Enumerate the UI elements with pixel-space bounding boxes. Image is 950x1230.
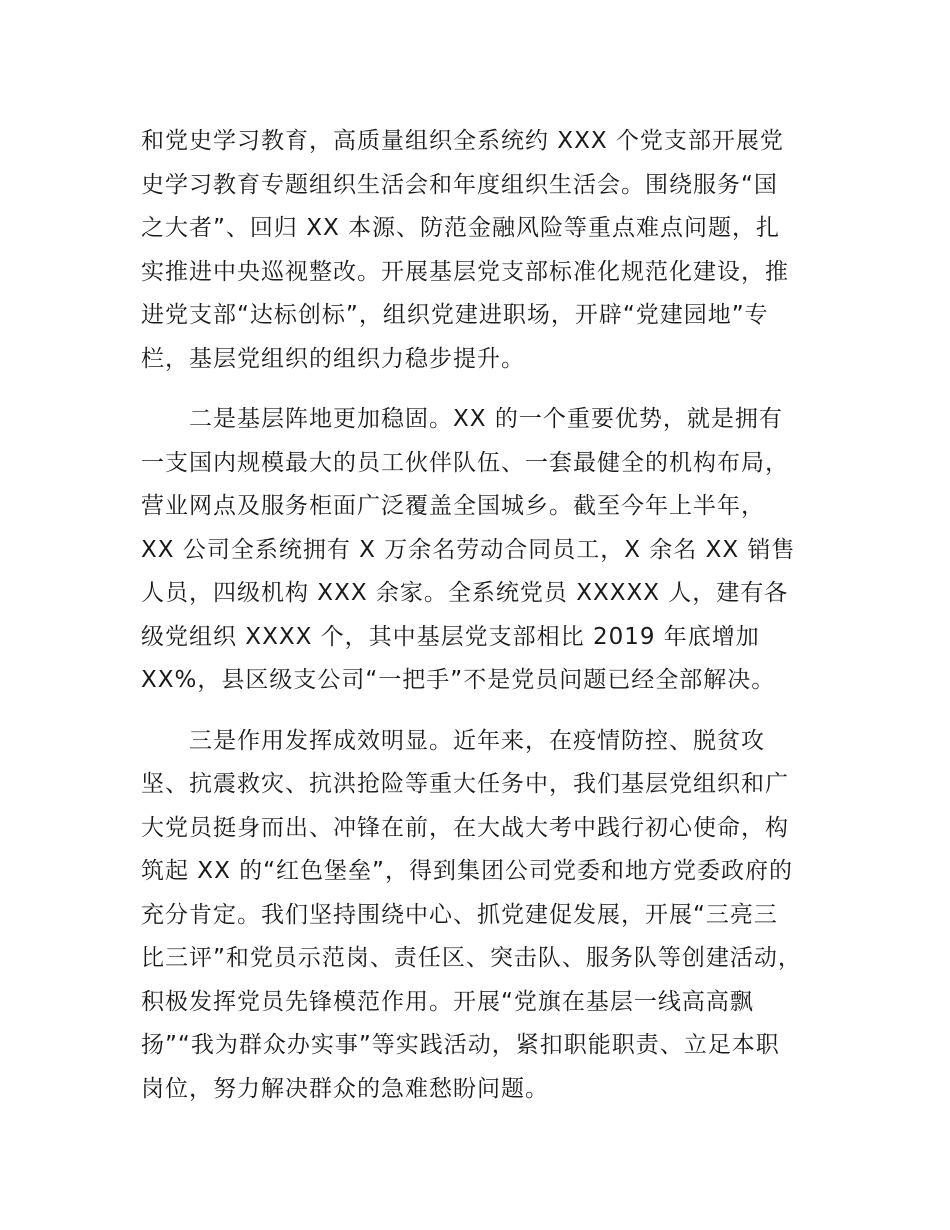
paragraph-line: 实推进中央巡视整改。开展基层党支部标准化规范化建设，推 xyxy=(141,258,789,285)
paragraph-line: 岗位，努力解决群众的急难愁盼问题。 xyxy=(141,1075,549,1102)
paragraph-line: 充分肯定。我们坚持围绕中心、抓党建促发展，开展“三亮三 xyxy=(141,901,778,928)
paragraph-line: 大党员挺身而出、冲锋在前，在大战大考中践行初心使命，构 xyxy=(141,814,789,841)
paragraph-line: 营业网点及服务柜面广泛覆盖全国城乡。截至今年上半年， xyxy=(141,493,765,519)
paragraph-line: 坚、抗震救灾、抗洪抢险等重大任务中，我们基层党组织和广 xyxy=(141,771,789,797)
paragraph-1 xyxy=(141,120,841,381)
paragraph-3 xyxy=(141,720,841,1112)
paragraph-line: 一支国内规模最大的员工伙伴队伍、一套最健全的机构布局， xyxy=(141,449,789,476)
paragraph-spacer xyxy=(141,703,841,720)
paragraph-spacer xyxy=(141,381,841,398)
paragraph-line: 人员，四级机构 XXX 余家。全系统党员 XXXXX 人，建有各 xyxy=(141,580,789,606)
paragraph-line: 比三评”和党员示范岗、责任区、突击队、服务队等创建活动， xyxy=(141,945,802,971)
paragraph-line: 积极发挥党员先锋模范作用。开展“党旗在基层一线高高飘 xyxy=(141,988,754,1015)
paragraph-line: 栏，基层党组织的组织力稳步提升。 xyxy=(141,345,525,372)
paragraph-line: 筑起 XX 的“红色堡垒”，得到集团公司党委和地方党委政府的 xyxy=(141,858,793,884)
document-body xyxy=(141,120,841,1111)
paragraph-line: 二是基层阵地更加稳固。XX 的一个重要优势，就是拥有 xyxy=(189,406,783,432)
paragraph-line: 之大者”、回归 XX 本源、防范金融风险等重点难点问题，扎 xyxy=(141,215,781,241)
paragraph-line: XX%，县区级支公司“一把手”不是党员问题已经全部解决。 xyxy=(141,667,776,693)
paragraph-2 xyxy=(141,398,841,703)
paragraph-line: 和党史学习教育，高质量组织全系统约 XXX 个党支部开展党 xyxy=(141,128,784,154)
paragraph-line: 三是作用发挥成效明显。近年来，在疫情防控、脱贫攻 xyxy=(189,727,765,754)
paragraph-line: 进党支部“达标创标”，组织党建进职场，开辟“党建园地”专 xyxy=(141,302,769,328)
paragraph-line: 史学习教育专题组织生活会和年度组织生活会。围绕服务“国 xyxy=(141,171,778,198)
paragraph-line: 级党组织 XXXX 个，其中基层党支部相比 2019 年底增加 xyxy=(141,623,760,650)
paragraph-line: XX 公司全系统拥有 X 万余名劳动合同员工，X 余名 XX 销售 xyxy=(141,536,796,563)
paragraph-line: 扬”“我为群众办实事”等实践活动，紧扣职能职责、立足本职 xyxy=(141,1032,780,1058)
